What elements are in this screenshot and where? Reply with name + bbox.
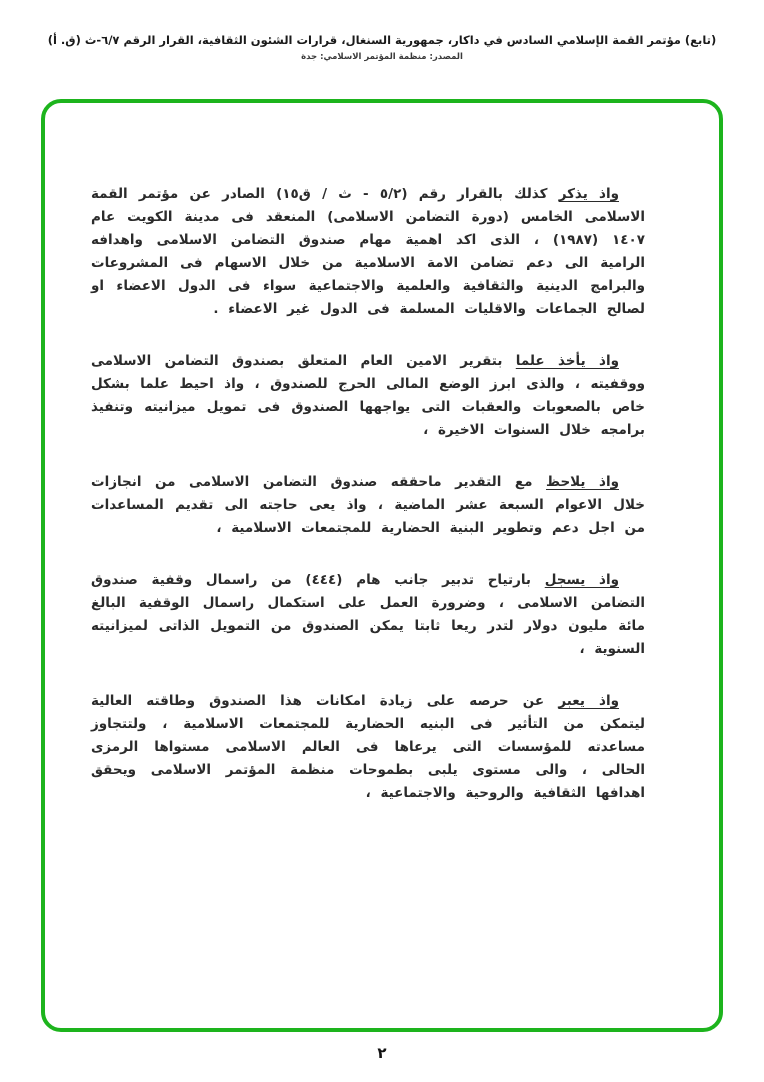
paragraph-lead: واذ يذكر <box>558 186 619 202</box>
paragraph <box>91 690 645 805</box>
paragraph-text: بتقرير الامين العام المتعلق بصندوق التضامن الاسلامى ووقفيته ، والذى ابرز الوضع المالى الحرج للصندوق ، واذ احيط علما بشكل خاص بالصعوبات والعقبات التى يواجهها الصندوق فى تمويل ميزانيته وتنفيذ برامجه خلال السنوات الاخيرة ، <box>91 353 645 438</box>
document-body <box>45 103 719 805</box>
paragraph <box>91 569 645 661</box>
header-source: المصدر: منظمة المؤتمر الاسلامي: جدة <box>301 52 463 62</box>
paragraph <box>91 471 645 540</box>
paragraph-text: بارتياح تدبير جانب هام (٤٤٤) من راسمال وقفية صندوق التضامن الاسلامى ، وضرورة العمل على استكمال راسمال الوقفية البالغ مائة مليون دولار لتدر ريعا ثابتا يمكن الصندوق من التمويل الذاتى لميزانيته السنوية ، <box>91 572 645 657</box>
paragraph-lead: واذ يلاحظ <box>546 474 619 490</box>
content-frame <box>41 99 723 1032</box>
paragraph-text: عن حرصه على زيادة امكانات هذا الصندوق وطاقته العالية ليتمكن من التأثير فى البنيه الحضارية للمجتمعات الاسلامية ، ولتتجاوز مساعدته للمؤسسات التى يرعاها فى العالم الاسلامى مستواها الرمزى الحالى ، والى مستوى يلبى بطموحات منظمة المؤتمر الاسلامى ويحقق اهدافها الثقافية والروحية والاجتماعية ، <box>91 693 645 801</box>
paragraph-lead: واذ يعبر <box>558 693 620 709</box>
header-title: (تابع) مؤتمر القمة الإسلامي السادس في داكار، جمهورية السنغال، قرارات الشئون الثقافية، القرار الرقم ٦/٧-ث (ق. أ) <box>47 33 717 47</box>
document-header <box>0 0 764 62</box>
paragraph <box>91 183 645 321</box>
paragraph-text: مع التقدير ماحققه صندوق التضامن الاسلامى من انجازات خلال الاعوام السبعة عشر الماضية ، واذ يعى حاجته الى تقديم المساعدات من اجل دعم وتطوير البنية الحضارية للمجتمعات الاسلامية ، <box>91 474 645 536</box>
paragraph-lead: واذ يسجل <box>544 572 619 588</box>
paragraph <box>91 350 645 442</box>
page-number: ٢ <box>377 1044 387 1062</box>
paragraph-text: كذلك بالقرار رقم (٥/٢ - ث / ق١٥) الصادر عن مؤتمر القمة الاسلامى الخامس (دورة التضامن الاسلامى) المنعقد فى مدينة الكويت عام ١٤٠٧ (١٩٨٧) ، الذى اكد اهمية مهام صندوق التضامن الاسلامى واهدافه الرامية الى دعم تضامن الامة الاسلامية من خلال الاسهام فى المشروعات والبرامج الدينية والثقافية والعلمية والاجتماعية سواء فى الدول الاعضاء او لصالح الجماعات والاقليات المسلمة فى الدول غير الاعضاء . <box>91 186 645 317</box>
paragraph-lead: واذ يأخذ علما <box>515 353 619 369</box>
